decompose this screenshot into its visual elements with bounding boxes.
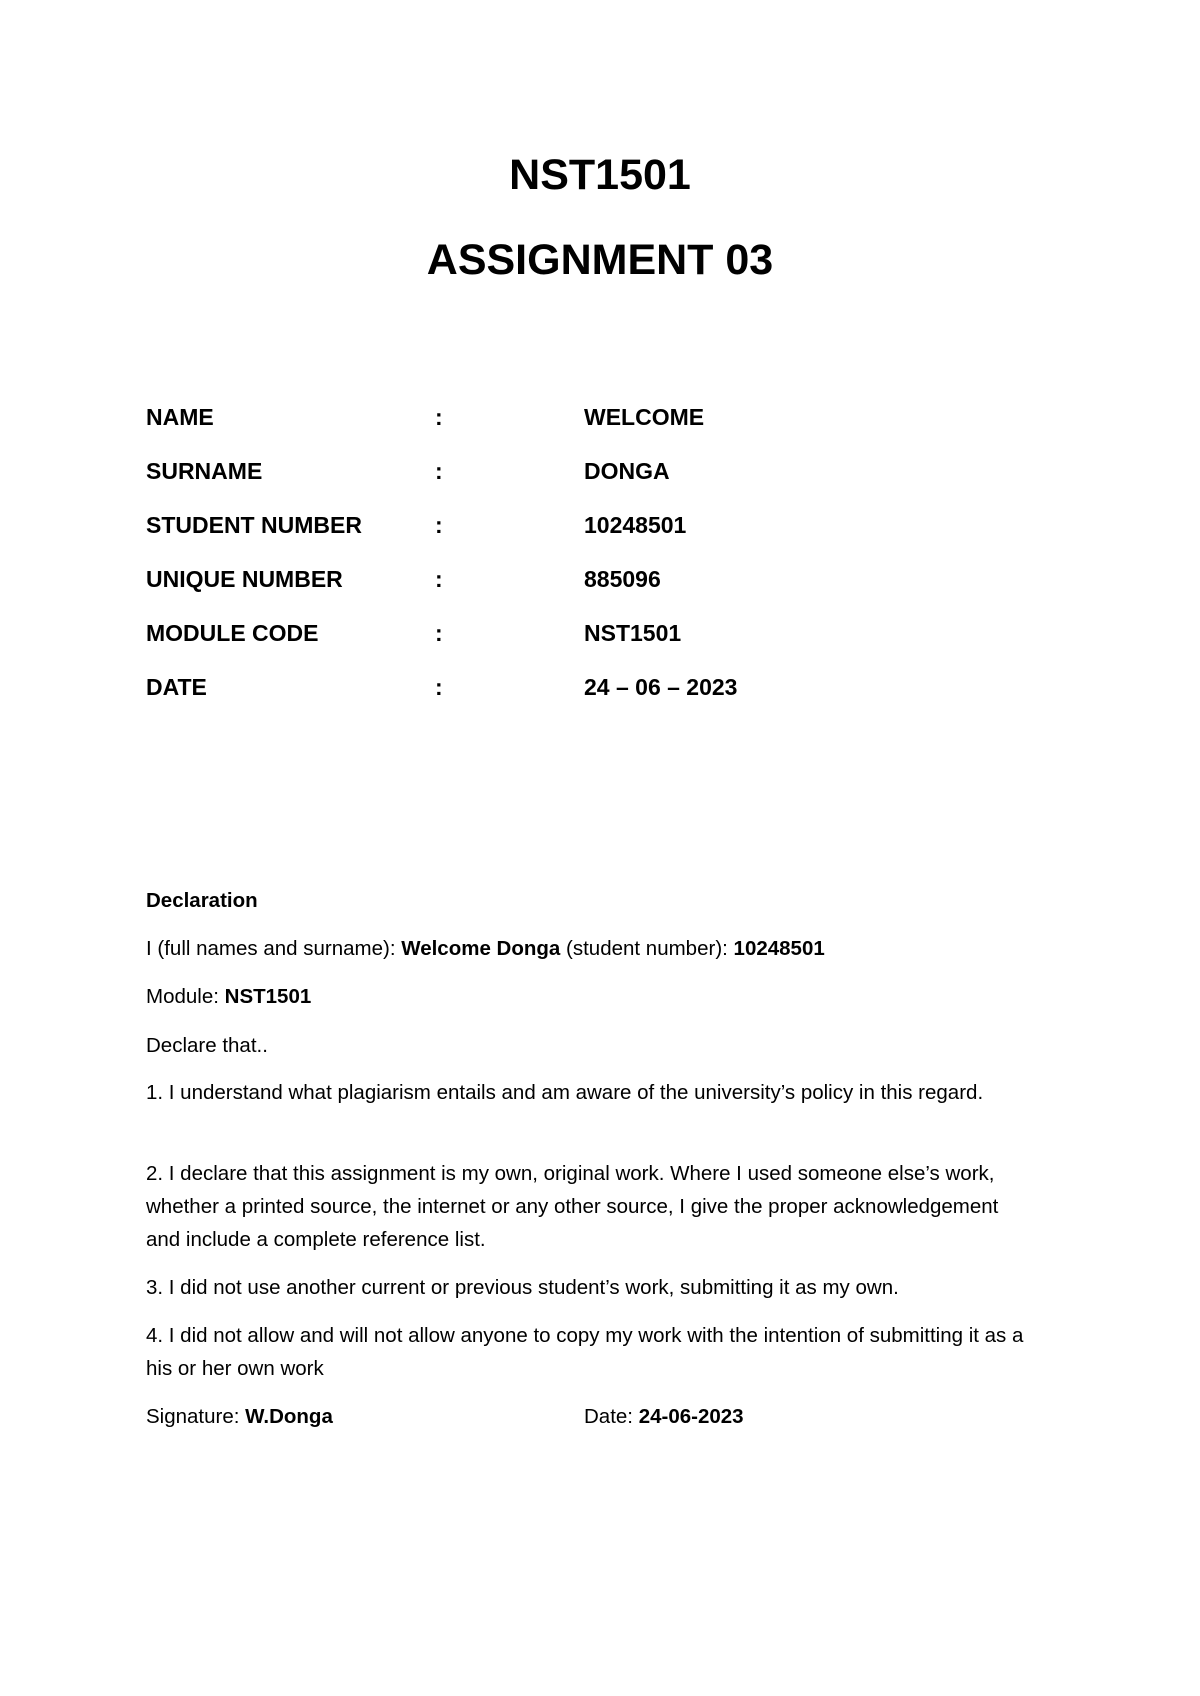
details-colon: :: [435, 566, 443, 592]
details-label: SURNAME: [146, 458, 263, 484]
declaration-point-4: 4. I did not allow and will not allow anyone to copy my work with the intention of submitting it as a his or her own work: [146, 1324, 1024, 1380]
declaration-point-2: 2. I declare that this assignment is my own, original work. Where I used someone else’s work, whether a printed source, the internet or any other source, I give the proper acknowledgement and include a complete reference list.: [146, 1162, 999, 1251]
details-row-student-number: [146, 512, 1046, 566]
details-row-module-code: [146, 620, 1046, 674]
details-value: 10248501: [584, 512, 687, 538]
student-number-prefix: (student number):: [560, 937, 734, 960]
module-prefix: Module:: [146, 985, 225, 1008]
declaration-names-line: [146, 932, 1046, 965]
details-colon: :: [435, 512, 443, 538]
date-prefix: Date:: [584, 1405, 639, 1428]
details-value: DONGA: [584, 458, 670, 484]
details-label: STUDENT NUMBER: [146, 512, 362, 538]
details-label: DATE: [146, 674, 207, 700]
declaration-module-line: [146, 980, 1046, 1013]
module-value: NST1501: [224, 985, 312, 1008]
details-row-date: [146, 674, 1046, 728]
assignment-title: ASSIGNMENT 03: [426, 236, 774, 284]
signature-prefix: Signature:: [146, 1405, 246, 1428]
names-prefix: I (full names and surname):: [146, 937, 402, 960]
declaration-point-3: 3. I did not use another current or previous student’s work, submitting it as my own.: [146, 1276, 899, 1299]
details-value: NST1501: [584, 620, 682, 646]
details-row-unique-number: [146, 566, 1046, 620]
details-row-name: [146, 404, 1046, 458]
details-value: 885096: [584, 566, 661, 592]
details-label: MODULE CODE: [146, 620, 319, 646]
course-code-title: NST1501: [509, 151, 691, 199]
student-details-table: [146, 404, 1046, 728]
student-number-value: 10248501: [733, 937, 825, 960]
details-value: 24 – 06 – 2023: [584, 674, 738, 700]
signature-value: W.Donga: [245, 1405, 333, 1428]
details-label: NAME: [146, 404, 214, 430]
details-row-surname: [146, 458, 1046, 512]
details-colon: :: [435, 404, 443, 430]
names-value: Welcome Donga: [401, 937, 561, 960]
declaration-point-1: 1. I understand what plagiarism entails and am aware of the university’s policy in this regard.: [146, 1081, 984, 1104]
signature-date-line: [584, 1400, 984, 1433]
date-value: 24-06-2023: [638, 1405, 744, 1428]
details-colon: :: [435, 620, 443, 646]
details-colon: :: [435, 458, 443, 484]
details-value: WELCOME: [584, 404, 705, 430]
details-colon: :: [435, 674, 443, 700]
details-label: UNIQUE NUMBER: [146, 566, 343, 592]
declaration-heading: Declaration: [146, 889, 258, 912]
declare-that-line: Declare that..: [146, 1034, 268, 1057]
